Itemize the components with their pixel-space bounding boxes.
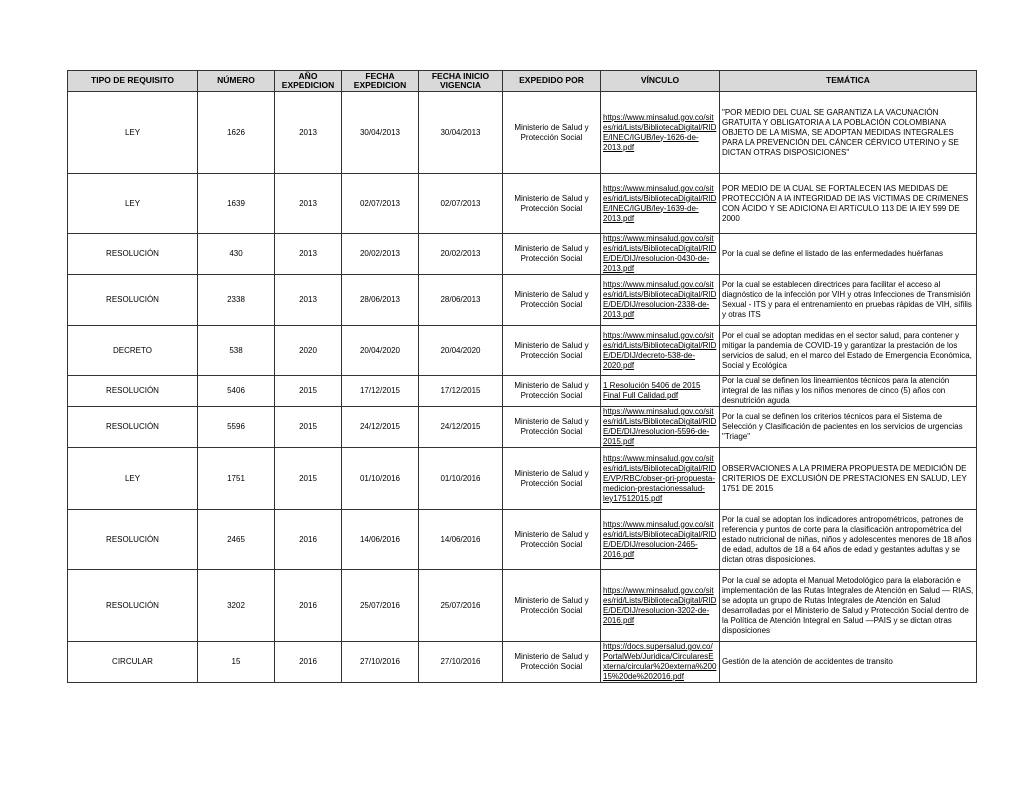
- cell-anio: 2015: [275, 407, 342, 448]
- cell-vinculo: [601, 92, 720, 174]
- table-row: [68, 92, 977, 174]
- cell-expedido-por: Ministerio de Salud y Protección Social: [503, 92, 601, 174]
- cell-expedido-por: Ministerio de Salud y Protección Social: [503, 275, 601, 326]
- document-link[interactable]: https://www.minsalud.gov.co/sites/rid/Lists/BibliotecaDigital/RIDE/DE/DIJ/decreto-538-de-2020.pdf: [603, 330, 717, 370]
- header-numero: NÚMERO: [198, 71, 275, 92]
- header-expedido-por: EXPEDIDO POR: [503, 71, 601, 92]
- cell-anio: 2013: [275, 174, 342, 234]
- header-tematica: TEMÁTICA: [720, 71, 977, 92]
- cell-tematica: Por la cual se adoptan los indicadores antropométricos, patrones de referencia y puntos de corte para la clasificación antropométrica del estado nutricional de niñas, niños y adolescentes menores de 18 años de edad, adultos de 18 a 64 años de edad y gestantes adultas y se dictan otras disposiciones.: [720, 510, 977, 570]
- table-row: [68, 174, 977, 234]
- cell-numero: 1626: [198, 92, 275, 174]
- cell-vinculo: [601, 407, 720, 448]
- cell-expedido-por: Ministerio de Salud y Protección Social: [503, 326, 601, 376]
- cell-tipo: DECRETO: [68, 326, 198, 376]
- cell-vinculo: [601, 570, 720, 642]
- table-row: [68, 376, 977, 407]
- cell-numero: 2338: [198, 275, 275, 326]
- cell-fecha-expedicion: 24/12/2015: [342, 407, 419, 448]
- cell-tematica: Por la cual se define el listado de las enfermedades huérfanas: [720, 234, 977, 275]
- header-fecha-vigencia: FECHA INICIO VIGENCIA: [419, 71, 503, 92]
- header-row: [68, 71, 977, 92]
- cell-tematica: Gestión de la atención de accidentes de transito: [720, 642, 977, 683]
- cell-numero: 430: [198, 234, 275, 275]
- cell-anio: 2016: [275, 570, 342, 642]
- table-row: [68, 448, 977, 510]
- document-link[interactable]: https://docs.supersalud.gov.co/PortalWeb/Juridica/CircularesExterna/circular%20externa%20015%20de%202016.pdf: [603, 642, 717, 681]
- cell-expedido-por: Ministerio de Salud y Protección Social: [503, 448, 601, 510]
- cell-fecha-expedicion: 20/02/2013: [342, 234, 419, 275]
- cell-tipo: RESOLUCIÓN: [68, 376, 198, 407]
- cell-vinculo: [601, 376, 720, 407]
- cell-numero: 15: [198, 642, 275, 683]
- cell-anio: 2015: [275, 448, 342, 510]
- cell-fecha-expedicion: 01/10/2016: [342, 448, 419, 510]
- cell-tematica: Por la cual se definen los criterios técnicos para el Sistema de Selección y Clasificación de pacientes en los servicios de urgencias "Triage": [720, 407, 977, 448]
- cell-tematica: OBSERVACIONES A LA PRIMERA PROPUESTA DE MEDICIÓN DE CRITERIOS DE EXCLUSIÓN DE PRESTACIONES EN SALUD, LEY 1751 DE 2015: [720, 448, 977, 510]
- cell-tipo: LEY: [68, 448, 198, 510]
- table-row: [68, 326, 977, 376]
- document-link[interactable]: https://www.minsalud.gov.co/sites/rid/Lists/BibliotecaDigital/RIDE/DE/DIJ/resolucion-3202-de-2016.pdf: [603, 585, 717, 625]
- cell-fecha-vigencia: 27/10/2016: [419, 642, 503, 683]
- table-row: [68, 510, 977, 570]
- cell-tipo: LEY: [68, 92, 198, 174]
- document-link[interactable]: https://www.minsalud.gov.co/sites/rid/Lists/BibliotecaDigital/RIDE/DE/DIJ/resolucion-0430-de-2013.pdf: [603, 234, 717, 273]
- cell-fecha-vigencia: 24/12/2015: [419, 407, 503, 448]
- cell-anio: 2013: [275, 275, 342, 326]
- cell-fecha-expedicion: 30/04/2013: [342, 92, 419, 174]
- cell-vinculo: [601, 326, 720, 376]
- cell-vinculo: [601, 510, 720, 570]
- cell-fecha-expedicion: 02/07/2013: [342, 174, 419, 234]
- cell-fecha-expedicion: 20/04/2020: [342, 326, 419, 376]
- cell-tematica: "POR MEDIO DEL CUAL SE GARANTIZA LA VACUNACIÓN GRATUITA Y OBLIGATORIA A LA POBLACIÓN COLOMBIANA OBJETO DE LA MISMA, SE ADOPTAN MEDIDAS INTEGRALES PARA LA PREVENCIÓN DEL CÁNCER CÉRVICO UTERINO y SE DICTAN OTRAS DISPOSICIONES": [720, 92, 977, 174]
- cell-anio: 2013: [275, 92, 342, 174]
- table-row: [68, 570, 977, 642]
- document-link[interactable]: https://www.minsalud.gov.co/sites/rid/Lists/BibliotecaDigital/RIDE/INEC/IGUB/ley-1639-de-2013.pdf: [603, 183, 717, 223]
- document-link[interactable]: https://www.minsalud.gov.co/sites/rid/Lists/BibliotecaDigital/RIDE/VP/RBC/obser-pri-propuesta-medicion-prestacionessalud-ley17512015.pdf: [603, 453, 717, 503]
- cell-vinculo: [601, 234, 720, 275]
- cell-vinculo: [601, 174, 720, 234]
- cell-anio: 2016: [275, 510, 342, 570]
- cell-expedido-por: Ministerio de Salud y Protección Social: [503, 174, 601, 234]
- cell-expedido-por: Ministerio de Salud y Protección Social: [503, 570, 601, 642]
- cell-fecha-expedicion: 27/10/2016: [342, 642, 419, 683]
- cell-expedido-por: Ministerio de Salud y Protección Social: [503, 642, 601, 683]
- cell-expedido-por: Ministerio de Salud y Protección Social: [503, 234, 601, 275]
- cell-tipo: RESOLUCIÓN: [68, 275, 198, 326]
- cell-numero: 538: [198, 326, 275, 376]
- cell-fecha-vigencia: 28/06/2013: [419, 275, 503, 326]
- table-row: [68, 275, 977, 326]
- cell-numero: 1639: [198, 174, 275, 234]
- cell-expedido-por: Ministerio de Salud y Protección Social: [503, 407, 601, 448]
- document-link[interactable]: https://www.minsalud.gov.co/sites/rid/Lists/BibliotecaDigital/RIDE/INEC/IGUB/ley-1626-de-2013.pdf: [603, 112, 717, 152]
- cell-expedido-por: Ministerio de Salud y Protección Social: [503, 376, 601, 407]
- cell-fecha-vigencia: 17/12/2015: [419, 376, 503, 407]
- cell-fecha-vigencia: 14/06/2016: [419, 510, 503, 570]
- cell-tipo: LEY: [68, 174, 198, 234]
- header-tipo: TIPO DE REQUISITO: [68, 71, 198, 92]
- cell-fecha-expedicion: 25/07/2016: [342, 570, 419, 642]
- cell-fecha-vigencia: 25/07/2016: [419, 570, 503, 642]
- cell-numero: 2465: [198, 510, 275, 570]
- table-row: [68, 642, 977, 683]
- cell-tipo: RESOLUCIÓN: [68, 234, 198, 275]
- cell-tematica: Por la cual se adopta el Manual Metodológico para la elaboración e implementación de las Rutas Integrales de Atención en Salud — RIAS, se adopta un grupo de Rutas Integrales de Atención en Salud desarrolladas por el Ministerio de Salud y Protección Social dentro de la Política de Atención Integral en Salud —PAIS y se dictan otras disposiciones: [720, 570, 977, 642]
- requirements-table: [67, 70, 977, 683]
- cell-fecha-vigencia: 02/07/2013: [419, 174, 503, 234]
- header-fecha-expedicion: FECHA EXPEDICION: [342, 71, 419, 92]
- cell-numero: 5406: [198, 376, 275, 407]
- header-vinculo: VÍNCULO: [601, 71, 720, 92]
- table-row: [68, 407, 977, 448]
- cell-fecha-expedicion: 17/12/2015: [342, 376, 419, 407]
- cell-tipo: RESOLUCIÓN: [68, 407, 198, 448]
- cell-anio: 2013: [275, 234, 342, 275]
- cell-vinculo: [601, 275, 720, 326]
- document-link[interactable]: 1 Resolución 5406 de 2015 Final Full Calidad.pdf: [603, 381, 701, 400]
- cell-numero: 3202: [198, 570, 275, 642]
- cell-tipo: RESOLUCIÓN: [68, 510, 198, 570]
- cell-anio: 2015: [275, 376, 342, 407]
- cell-anio: 2020: [275, 326, 342, 376]
- cell-numero: 1751: [198, 448, 275, 510]
- cell-fecha-vigencia: 20/02/2013: [419, 234, 503, 275]
- cell-tipo: RESOLUCIÓN: [68, 570, 198, 642]
- cell-fecha-vigencia: 01/10/2016: [419, 448, 503, 510]
- cell-vinculo: [601, 642, 720, 683]
- cell-tematica: POR MEDIO DE lA CUAL SE FORTALECEN lAS MEDIDAS DE PROTECCIÓN A lA INTEGRIDAD DE lAS VíCTIMAS DE CRíMENES CON ÁCIDO Y SE ADICIONA El ARTíCULO 113 DE lA lEY 599 DE 2000: [720, 174, 977, 234]
- cell-tipo: CIRCULAR: [68, 642, 198, 683]
- cell-numero: 5596: [198, 407, 275, 448]
- cell-tematica: Por la cual se establecen directrices para facilitar el acceso al diagnóstico de la infección por VIH y otras Infecciones de Transmisión Sexual - ITS y para el entrenamiento en pruebas rápidas de VIH, sífilis y otras ITS: [720, 275, 977, 326]
- cell-fecha-vigencia: 20/04/2020: [419, 326, 503, 376]
- cell-expedido-por: Ministerio de Salud y Protección Social: [503, 510, 601, 570]
- cell-tematica: Por la cual se definen los lineamientos técnicos para la atención integral de las niñas y los niños menores de cinco (5) años con desnutrición aguda: [720, 376, 977, 407]
- document-link[interactable]: https://www.minsalud.gov.co/sites/rid/Lists/BibliotecaDigital/RIDE/DE/DIJ/resolucion-5596-de-2015.pdf: [603, 407, 717, 446]
- cell-fecha-expedicion: 28/06/2013: [342, 275, 419, 326]
- table-row: [68, 234, 977, 275]
- document-link[interactable]: https://www.minsalud.gov.co/sites/rid/Lists/BibliotecaDigital/RIDE/DE/DIJ/resolucion-2465-2016.pdf: [603, 519, 717, 559]
- cell-tematica: Por el cual se adoptan medidas en el sector salud, para contener y mitigar la pandemia de COVID-19 y garantizar la prestación de los servicios de salud, en el marco del Estado de Emergencia Económica, Social y Ecológica: [720, 326, 977, 376]
- document-link[interactable]: https://www.minsalud.gov.co/sites/rid/Lists/BibliotecaDigital/RIDE/DE/DIJ/resolucion-2338-de-2013.pdf: [603, 280, 717, 319]
- header-anio: AÑO EXPEDICION: [275, 71, 342, 92]
- cell-fecha-expedicion: 14/06/2016: [342, 510, 419, 570]
- cell-fecha-vigencia: 30/04/2013: [419, 92, 503, 174]
- cell-vinculo: [601, 448, 720, 510]
- cell-anio: 2016: [275, 642, 342, 683]
